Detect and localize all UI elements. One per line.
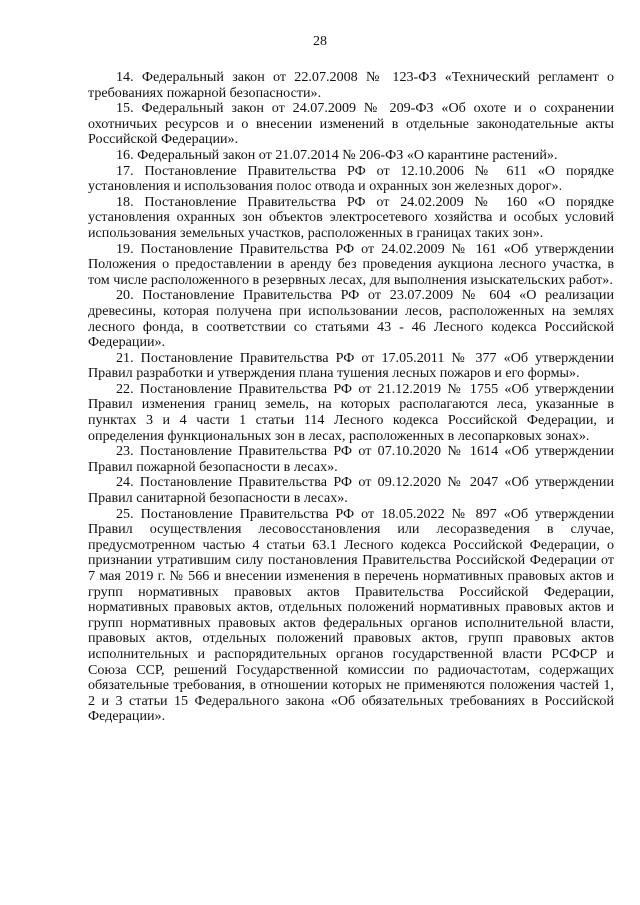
list-item-21: 21. Постановление Правительства РФ от 17.05.2011 № 377 «Об утверждении Правил разработки и утверждения плана тушения лесных пожаров и его формы».: [88, 349, 614, 382]
list-item-19: 19. Постановление Правительства РФ от 24.02.2009 № 161 «Об утверждении Положения о предоставлении в аренду без проведения аукциона лесного участка, в том числе расположенного в резервных лесах, для выполнения изыскательских работ».: [88, 240, 614, 288]
list-item-23: 23. Постановление Правительства РФ от 07.10.2020 № 1614 «Об утверждении Правил пожарной безопасности в лесах».: [88, 443, 614, 475]
list-item-24: 24. Постановление Правительства РФ от 09.12.2020 № 2047 «Об утверждении Правил санитарной безопасности в лесах».: [88, 474, 614, 507]
list-item-17: 17. Постановление Правительства РФ от 12.10.2006 № 611 «О порядке установления и использования полос отвода и охранных зон железных дорог».: [88, 162, 614, 195]
page-number: 28: [313, 34, 327, 49]
list-item-22: 22. Постановление Правительства РФ от 21.12.2019 № 1755 «Об утверждении Правил изменения границ земель, на которых располагаются леса, указанные в пунктах 3 и 4 части 1 статьи 114 Лесного кодекса Российской Федерации, и определения функциональных зон в лесах, расположенных в лесопарковых зонах».: [88, 380, 614, 444]
legal-acts-list: [88, 70, 614, 725]
list-item-25: 25. Постановление Правительства РФ от 18.05.2022 № 897 «Об утверждении Правил осуществления лесовосстановления или лесоразведения в случае, предусмотренном частью 4 статьи 63.1 Лесного кодекса Российской Федерации, о признании утратившим силу постановления Правительства Российской Федерации от 7 мая 2019 г. № 566 и внесении изменения в перечень нормативных правовых актов и групп нормативных правовых актов Правительства Российской Федерации, нормативных правовых актов, отдельных положений нормативных правовых актов и групп нормативных правовых актов федеральных органов исполнительной власти, правовых актов, отдельных положений правовых актов, групп правовых актов исполнительных и распорядительных органов государственной власти РСФСР и Союза ССР, решений Государственной комиссии по радиочастотам, содержащих обязательные требования, в отношении которых не применяются положения частей 1, 2 и 3 статьи 15 Федерального закона «Об обязательных требованиях в Российской Федерации».: [88, 505, 614, 725]
list-item-15: 15. Федеральный закон от 24.07.2009 № 209-ФЗ «Об охоте и о сохранении охотничьих ресурсов и о внесении изменений в отдельные законодательные акты Российской Федерации».: [88, 100, 614, 148]
list-item-20: 20. Постановление Правительства РФ от 23.07.2009 № 604 «О реализации древесины, которая получена при использовании лесов, расположенных на землях лесного фонда, в соответствии со статьями 43 - 46 Лесного кодекса Российской Федерации».: [88, 287, 614, 351]
list-item-14: 14. Федеральный закон от 22.07.2008 № 123-ФЗ «Технический регламент о требованиях пожарной безопасности».: [88, 69, 614, 101]
list-item-16: 16. Федеральный закон от 21.07.2014 № 206-ФЗ «О карантине растений».: [116, 146, 558, 163]
list-item-18: 18. Постановление Правительства РФ от 24.02.2009 № 160 «О порядке установления охранных зон объектов электросетевого хозяйства и особых условий использования земельных участков, расположенных в границах таких зон».: [88, 193, 614, 241]
